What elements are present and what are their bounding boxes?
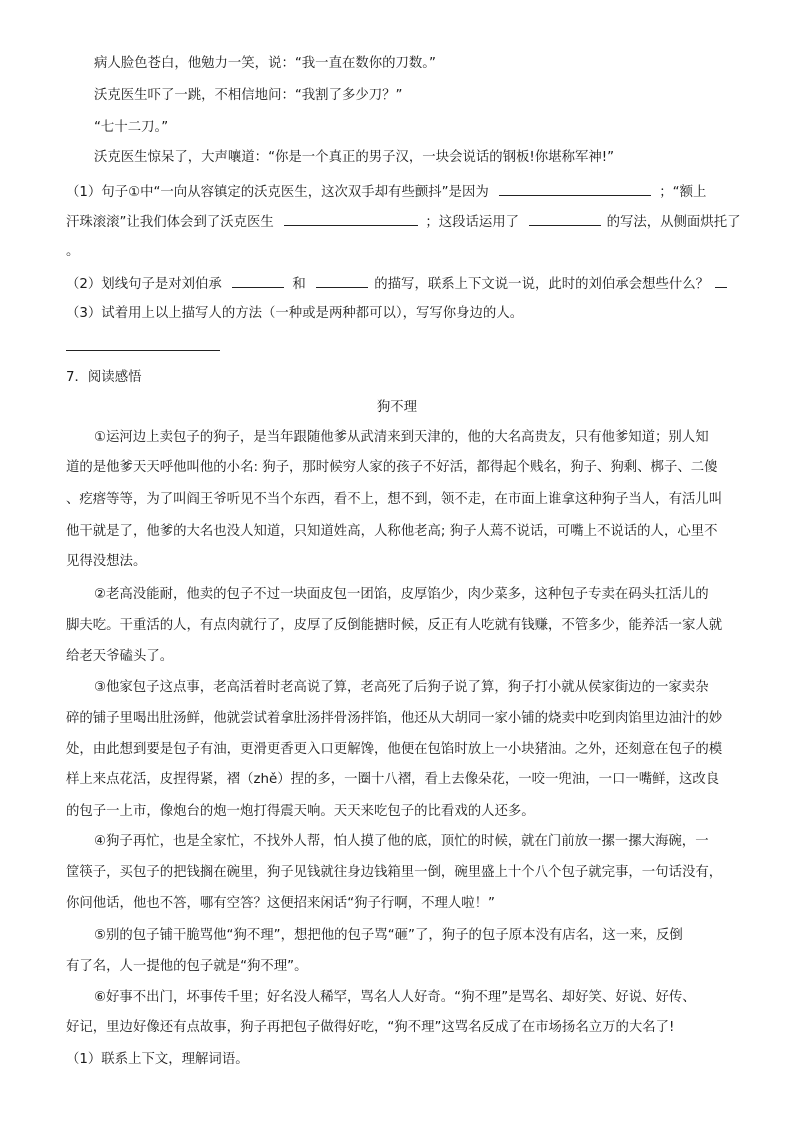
- answer-blank[interactable]: [284, 211, 418, 226]
- question-text: （1）句子①中“一向从容镇定的沃克医生，这次双手却有些颤抖”是因为: [66, 185, 489, 200]
- question-text: ；这段话运用了: [425, 215, 520, 230]
- question-1-end: 。: [66, 244, 80, 259]
- answer-blank[interactable]: [499, 181, 651, 196]
- passage-line: ④狗子再忙，也是全家忙，不找外人帮，怕人摸了他的底，顶忙的时候，就在门前放一摞一摞大海碗，一: [94, 834, 709, 849]
- passage-line: 、疙瘩等等，为了叫阎王爷听见不当个东西，看不上，想不到，领不走，在市面上谁拿这种狗子当人，有活儿叫: [66, 492, 723, 507]
- answer-blank[interactable]: [232, 273, 284, 288]
- dialogue-line: 沃克医生惊呆了，大声嚷道：“你是一个真正的男子汉，一块会说话的钢板!你堪称军神!”: [94, 150, 615, 165]
- passage-line: 见得没想法。: [66, 554, 147, 569]
- question-text: 汗珠滚滚”让我们体会到了沃克医生: [66, 215, 274, 230]
- question-text: （1）联系上下文，理解词语。: [66, 1052, 249, 1067]
- question-2: [66, 273, 727, 295]
- question-3: （3）试着用上以上描写人的方法（一种或是两种都可以），写写你身边的人。: [66, 306, 524, 321]
- question-1: [66, 181, 706, 203]
- passage-line: 碎的铺子里喝出肚汤鲜，他就尝试着拿肚汤拌骨汤拌馅，他还从大胡同一家小铺的烧卖中吃到肉馅里边油汁的妙: [66, 711, 723, 726]
- passage-line: 道的是他爹天天呼他叫他的小名: 狗子，那时候穷人家的孩子不好活，都得起个贱名，狗子、狗剩、梆子、二傻: [66, 460, 718, 475]
- passage-title: 狗不理: [376, 400, 418, 415]
- passage-line: 脚夫吃。干重活的人，有点肉就行了，皮厚了反倒能搪时候，反正有人吃就有钱赚，不管多少，能养活一家人就: [66, 618, 723, 633]
- passage-line: 给老天爷磕头了。: [66, 649, 174, 664]
- question-text: 的描写，联系上下文说一说，此时的刘伯承会想些什么？: [374, 277, 710, 292]
- section-heading: 7．阅读感悟: [66, 370, 142, 385]
- dialogue-line: 病人脸色苍白，他勉力一笑，说：“我一直在数你的刀数。”: [94, 56, 436, 71]
- question-1-cont: [66, 211, 741, 233]
- answer-blank[interactable]: [715, 273, 727, 288]
- passage-line: 有了名，人一提他的包子就是“狗不理”。: [66, 959, 308, 974]
- question-text: 的写法，从侧面烘托了: [606, 215, 741, 230]
- dialogue-line: 沃克医生吓了一跳，不相信地问：“我割了多少刀？”: [94, 88, 403, 103]
- passage-line: ⑤别的包子铺干脆骂他“狗不理”，想把他的包子骂“砸”了，狗子的包子原本没有店名，这一来，反倒: [94, 928, 683, 943]
- passage-line: ②老高没能耐，他卖的包子不过一块面皮包一团馅，皮厚馅少，肉少菜多，这种包子专卖在码头扛活儿的: [94, 587, 709, 602]
- answer-line[interactable]: [66, 350, 220, 351]
- question-text: （2）划线句子是对刘伯承: [66, 277, 222, 292]
- passage-line: 筐筷子，买包子的把钱搁在碗里，狗子见钱就往身边钱箱里一倒，碗里盛上十个八个包子就完事，一句话没有，: [66, 865, 723, 880]
- passage-line: 他干就是了，他爹的大名也没人知道，只知道姓高，人称他老高; 狗子人蔫不说话，可嘴上不说话的人，心里不: [66, 524, 718, 539]
- question-text: 和: [292, 277, 306, 292]
- passage-line: 的包子一上市，像炮台的炮一炮打得震天响。天天来吃包子的比看戏的人还多。: [66, 804, 535, 819]
- passage-line: ①运河边上卖包子的狗子，是当年跟随他爹从武清来到天津的，他的大名高贵友，只有他爹知道；别人知: [94, 430, 709, 445]
- passage-line: ⑥好事不出门，坏事传千里；好名没人稀罕，骂名人人好奇。“狗不理”是骂名、却好笑、好说、好传、: [94, 990, 696, 1005]
- passage-line: 你问他话，他也不答，哪有空答？这便招来闲话“狗子行啊，不理人啦！”: [66, 896, 495, 911]
- dialogue-line: “七十二刀。”: [94, 120, 169, 135]
- passage-line: 好记，里边好像还有点故事，狗子再把包子做得好吃，“狗不理”这骂名反成了在市场扬名立万的大名了!: [66, 1020, 675, 1035]
- passage-line: ③他家包子这点事，老高活着时老高说了算，老高死了后狗子说了算，狗子打小就从侯家街边的一家卖杂: [94, 680, 709, 695]
- answer-blank[interactable]: [529, 211, 601, 226]
- passage-line: 处，由此想到要是包子有油，更滑更香更入口更解馋，他便在包馅时放上一小块猪油。之外，还刻意在包子的模: [66, 742, 723, 757]
- question-text: ；“额上: [659, 185, 707, 200]
- passage-line: 样上来点花活，皮捏得紧，褶（zhě）捏的多，一圈十八褶，看上去像朵花，一咬一兜油，一口一嘴鲜，这改良: [66, 772, 720, 787]
- answer-blank[interactable]: [316, 273, 368, 288]
